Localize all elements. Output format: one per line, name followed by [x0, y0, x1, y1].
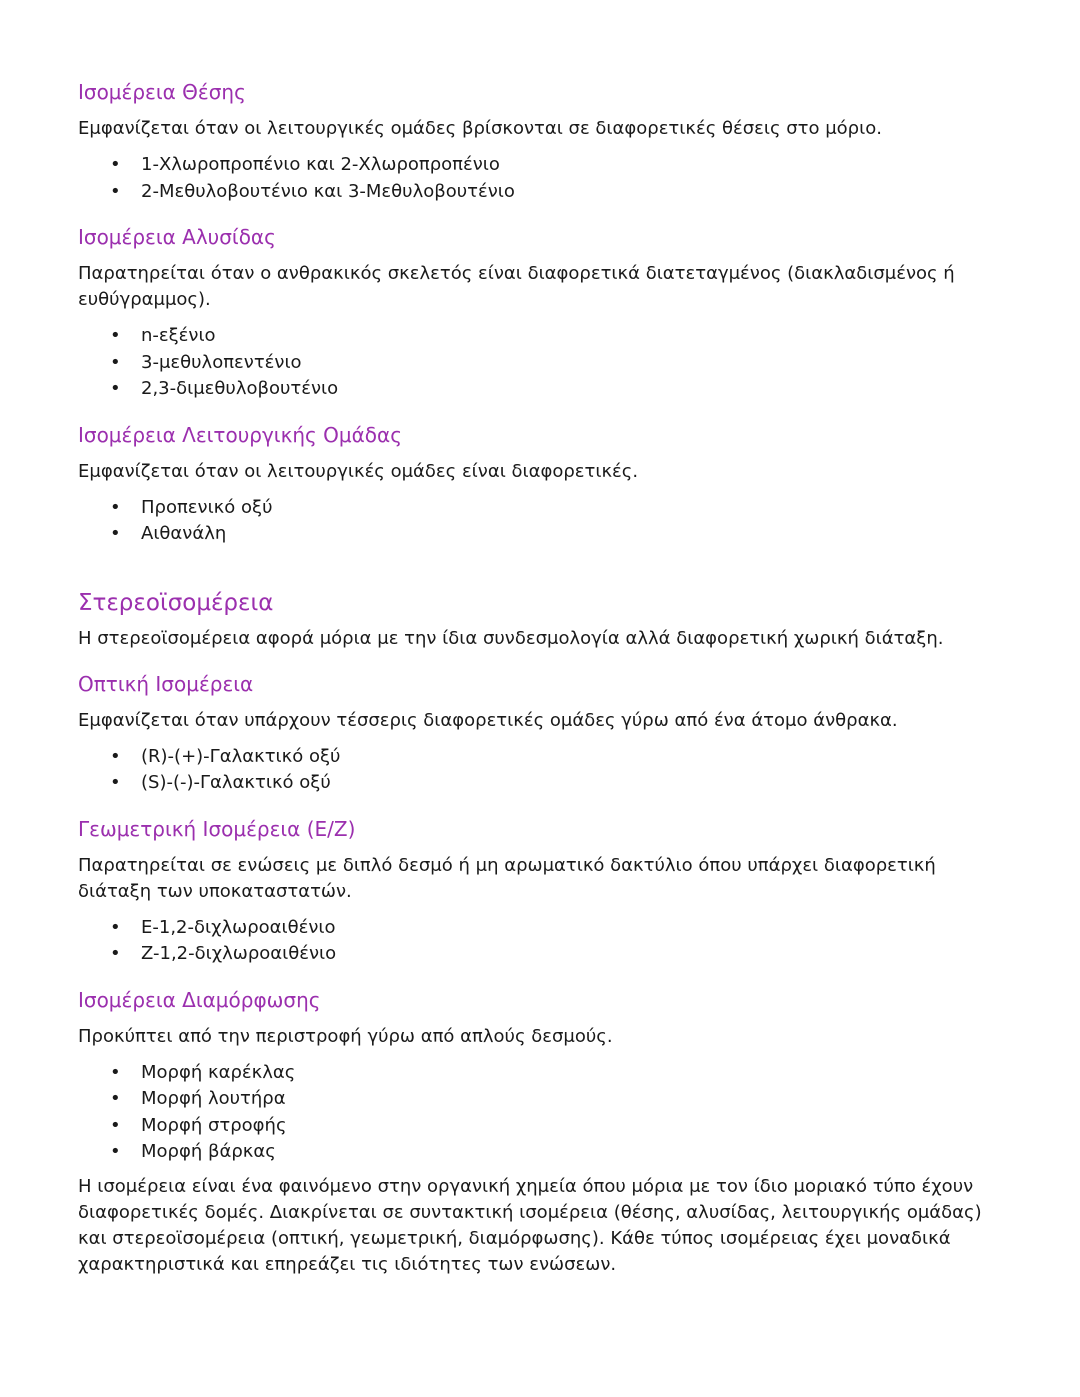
geometric-description: Παρατηρείται σε ενώσεις με διπλό δεσμό ή μη αρωματικό δακτύλιο όπου υπάρχει διαφορετική διάταξη των υποκαταστατών.	[78, 854, 936, 902]
stereo-description: Η στερεοϊσομέρεια αφορά μόρια με την ίδια συνδεσμολογία αλλά διαφορετική χωρική διάταξη.	[78, 627, 944, 649]
functional-examples	[78, 495, 998, 548]
heading-chain-isomerism: Ισομέρεια Αλυσίδας	[78, 225, 276, 249]
optical-description: Εμφανίζεται όταν υπάρχουν τέσσερις διαφορετικές ομάδες γύρω από ένα άτομο άνθρακα.	[78, 709, 898, 731]
list-item: • 1-Χλωροπροπένιο και 2-Χλωροπροπένιο	[78, 152, 998, 179]
list-item: • 3-μεθυλοπεντένιο	[78, 350, 998, 377]
list-item: • Αιθανάλη	[78, 521, 998, 548]
heading-stereoisomerism: Στερεοϊσομέρεια	[78, 589, 274, 616]
heading-optical-isomerism: Οπτική Ισομέρεια	[78, 671, 254, 696]
heading-geometric-isomerism: Γεωμετρική Ισομέρεια (E/Z)	[78, 816, 356, 841]
heading-position-isomerism: Ισομέρεια Θέσης	[78, 80, 246, 104]
list-item: • (S)-(-)-Γαλακτικό οξύ	[78, 770, 998, 797]
conformation-description: Προκύπτει από την περιστροφή γύρω από απλούς δεσμούς.	[78, 1025, 613, 1047]
list-item: • 2-Μεθυλοβουτένιο και 3-Μεθυλοβουτένιο	[78, 179, 998, 206]
heading-conformational-isomerism: Ισομέρεια Διαμόρφωσης	[78, 987, 321, 1012]
list-item: • Προπενικό οξύ	[78, 495, 998, 522]
document-page	[78, 78, 998, 1278]
list-item: • E-1,2-διχλωροαιθένιο	[78, 915, 998, 942]
list-item: • Μορφή στροφής	[78, 1113, 998, 1140]
list-item: • n-εξένιο	[78, 323, 998, 350]
chain-examples	[78, 323, 998, 403]
list-item: • (R)-(+)-Γαλακτικό οξύ	[78, 744, 998, 771]
heading-functional-group-isomerism: Ισομέρεια Λειτουργικής Ομάδας	[78, 422, 402, 447]
list-item: • Μορφή καρέκλας	[78, 1060, 998, 1087]
list-item: • Μορφή βάρκας	[78, 1139, 998, 1166]
chain-description: Παρατηρείται όταν ο ανθρακικός σκελετός είναι διαφορετικά διατεταγμένος (διακλαδισμένος ή ευθύγραμμος).	[78, 263, 955, 310]
geometric-examples	[78, 915, 998, 968]
summary-paragraph: Η ισομέρεια είναι ένα φαινόμενο στην οργανική χημεία όπου μόρια με τον ίδιο μοριακό τύπο έχουν διαφορετικές δομές. Διακρίνεται σε συντακτική ισομέρεια (θέσης, αλυσίδας, λειτουργικής ομάδας) και στερεοϊσομέρεια (οπτική, γεωμετρική, διαμόρφωσης). Κάθε τύπος ισομέρειας έχει μοναδικά χαρακτηριστικά και επηρεάζει τις ιδιότητες των ενώσεων.	[78, 1175, 982, 1275]
optical-examples	[78, 744, 998, 797]
list-item: • Μορφή λουτήρα	[78, 1086, 998, 1113]
position-description: Εμφανίζεται όταν οι λειτουργικές ομάδες βρίσκονται σε διαφορετικές θέσεις στο μόριο.	[78, 118, 882, 139]
list-item: • Z-1,2-διχλωροαιθένιο	[78, 941, 998, 968]
functional-description: Εμφανίζεται όταν οι λειτουργικές ομάδες είναι διαφορετικές.	[78, 460, 639, 482]
conformation-examples	[78, 1060, 998, 1166]
list-item: • 2,3-διμεθυλοβουτένιο	[78, 376, 998, 403]
position-examples	[78, 152, 998, 205]
